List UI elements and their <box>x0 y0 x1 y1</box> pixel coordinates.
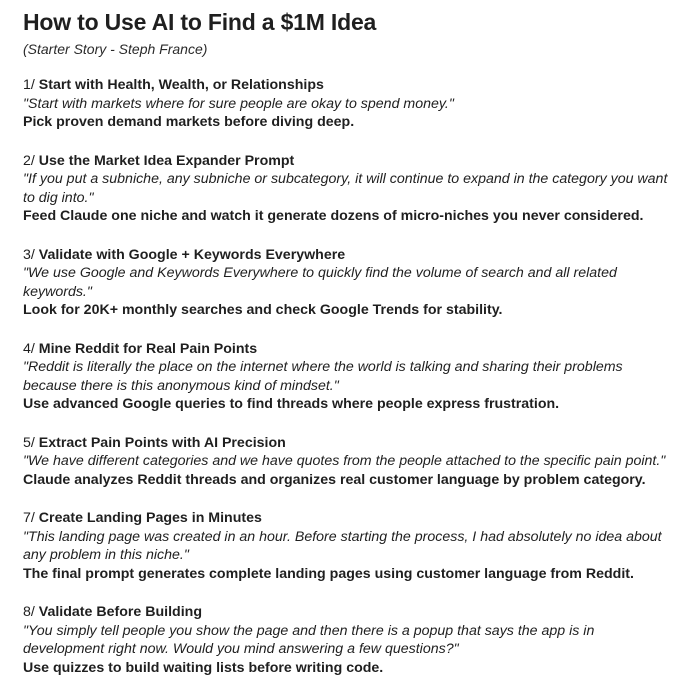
section-takeaway: The final prompt generates complete landing pages using customer language from Reddit. <box>23 565 634 582</box>
section-2 <box>23 152 672 226</box>
section-number: 8/ <box>23 604 35 620</box>
section-quote: "This landing page was created in an hour. Before starting the process, I had absolutely no idea about any problem in this niche." <box>23 528 662 563</box>
section-heading-text: Extract Pain Points with AI Precision <box>38 434 286 451</box>
page-subtitle: (Starter Story - Steph France) <box>23 41 208 57</box>
section-quote: "If you put a subniche, any subniche or subcategory, it will continue to expand in the category you want to dig into." <box>23 171 668 206</box>
section-7 <box>23 509 672 583</box>
section-heading <box>23 509 672 528</box>
section-heading <box>23 152 672 171</box>
section-number: 7/ <box>23 510 35 526</box>
page-title: How to Use AI to Find a $1M Idea <box>23 9 377 35</box>
section-heading-text: Mine Reddit for Real Pain Points <box>38 340 258 357</box>
section-3 <box>23 246 672 320</box>
section-1 <box>23 76 672 132</box>
section-number: 2/ <box>23 152 35 169</box>
section-quote: "Reddit is literally the place on the internet where the world is talking and sharing their problems because there is this anonymous kind of mindset." <box>23 359 623 394</box>
section-heading-text: Start with Health, Wealth, or Relationships <box>38 77 324 93</box>
section-takeaway: Feed Claude one niche and watch it generate dozens of micro-niches you never considered. <box>23 208 644 224</box>
section-4 <box>23 340 672 414</box>
section-heading-text: Validate Before Building <box>38 604 202 620</box>
section-takeaway: Use quizzes to build waiting lists before writing code. <box>23 659 384 676</box>
section-quote: "We have different categories and we have quotes from the people attached to the specific pain point." <box>23 453 666 469</box>
section-takeaway: Claude analyzes Reddit threads and organizes real customer language by problem category. <box>23 471 646 488</box>
section-heading <box>23 434 672 453</box>
section-heading-text: Validate with Google + Keywords Everywhere <box>38 246 346 263</box>
section-5 <box>23 434 672 490</box>
section-quote: "Start with markets where for sure people are okay to spend money." <box>23 95 454 112</box>
section-heading <box>23 340 672 359</box>
section-number: 3/ <box>23 246 35 263</box>
section-quote: "We use Google and Keywords Everywhere to quickly find the volume of search and all related keywords." <box>23 265 617 300</box>
section-takeaway: Use advanced Google queries to find threads where people express frustration. <box>23 396 560 412</box>
section-takeaway: Pick proven demand markets before diving deep. <box>23 114 355 130</box>
section-heading-text: Use the Market Idea Expander Prompt <box>38 152 295 169</box>
section-8 <box>23 603 672 677</box>
section-heading-text: Create Landing Pages in Minutes <box>38 510 262 526</box>
section-heading <box>23 76 672 95</box>
section-heading <box>23 603 672 622</box>
section-takeaway: Look for 20K+ monthly searches and check Google Trends for stability. <box>23 302 503 318</box>
section-number: 4/ <box>23 340 35 357</box>
section-number: 1/ <box>23 77 35 93</box>
section-heading <box>23 246 672 265</box>
section-quote: "You simply tell people you show the page and then there is a popup that says the app is in development right now. Would you mind answering a few questions?" <box>23 622 595 657</box>
section-number: 5/ <box>23 434 35 451</box>
